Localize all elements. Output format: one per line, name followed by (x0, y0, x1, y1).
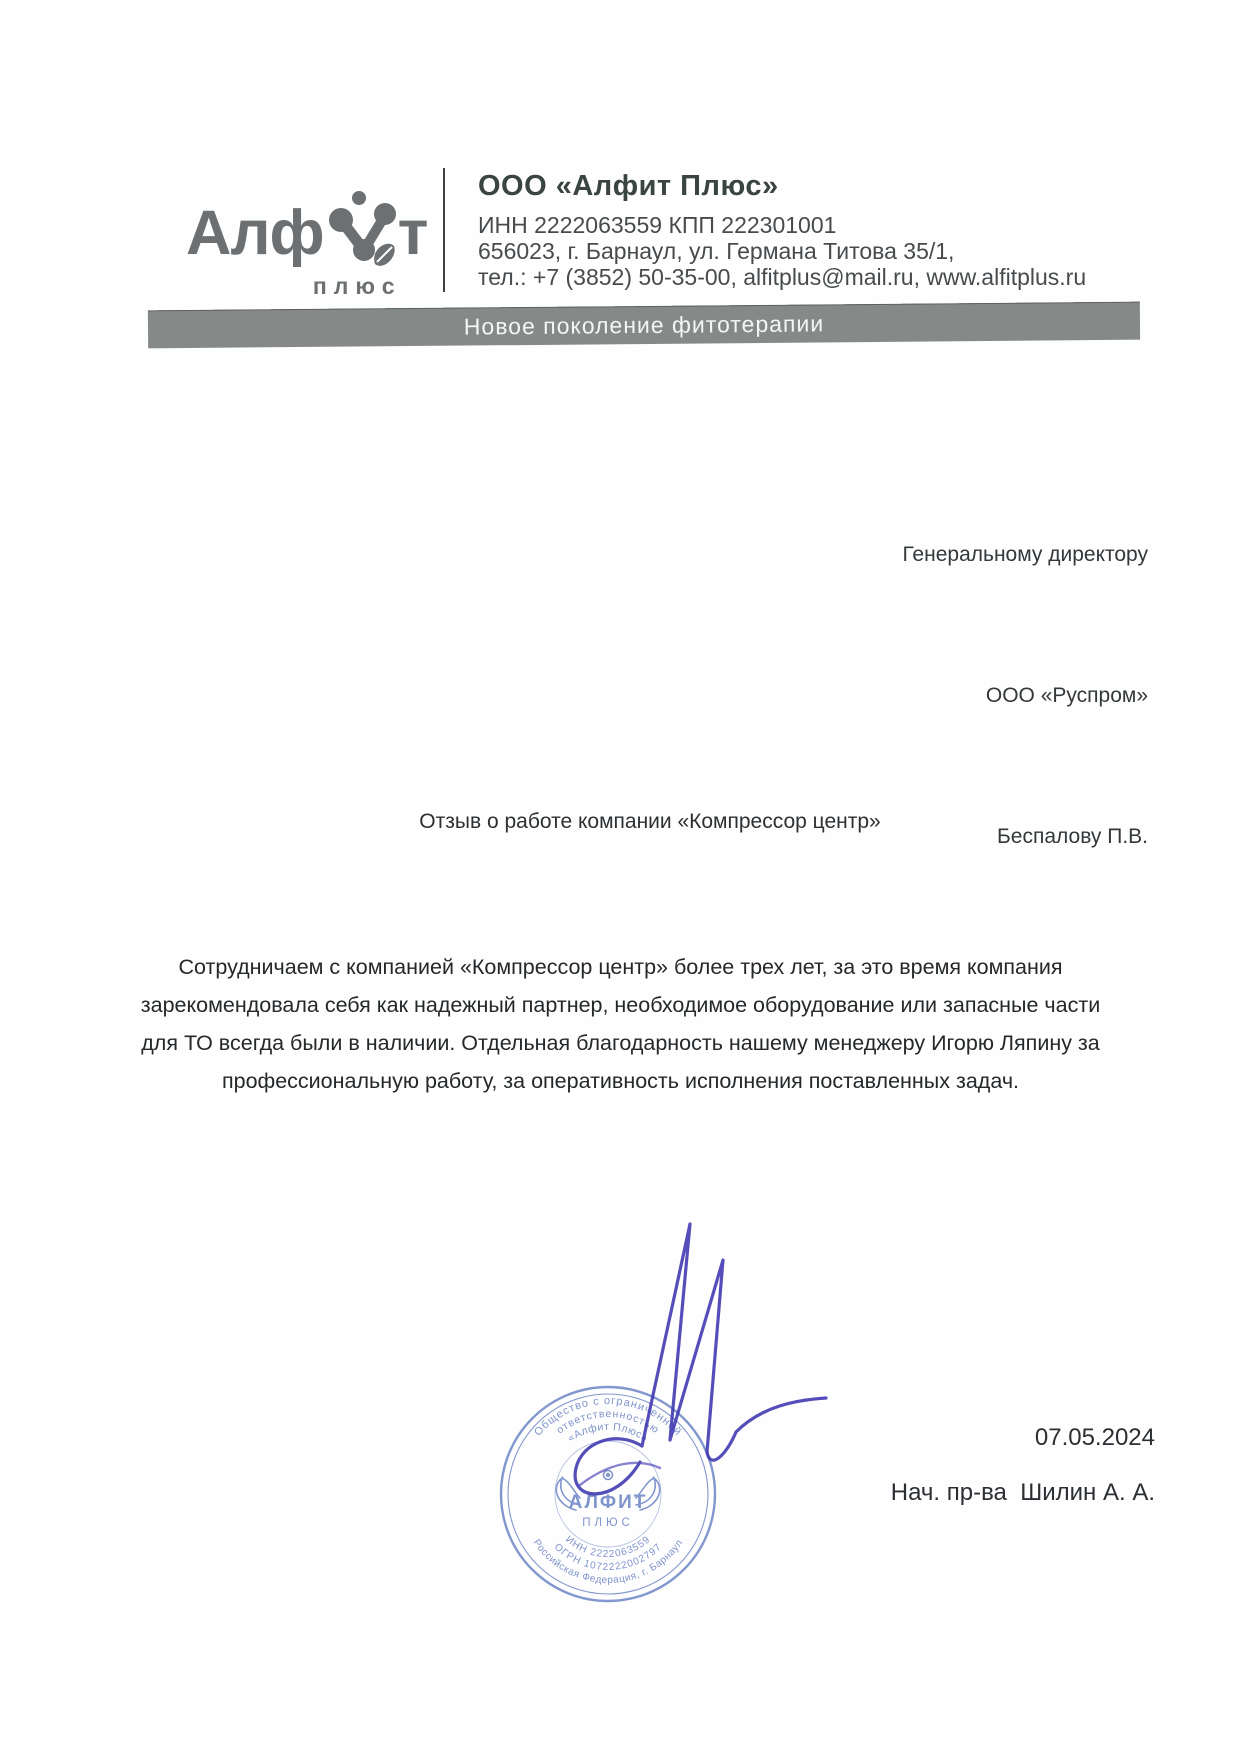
company-address-line: 656023, г. Барнаул, ул. Германа Титова 35/1, (478, 238, 955, 264)
logo-text-main: Алф (186, 197, 324, 268)
company-inn-line: ИНН 2222063559 КПП 222301001 (478, 212, 837, 238)
signoff-block (891, 1424, 1155, 1507)
stamp-center-name: АЛФИТ (568, 1492, 648, 1513)
signatory: Нач. пр-ва Шилин А. А. (890, 1479, 1155, 1506)
slogan-text: Новое поколение фитотерапии (463, 309, 825, 340)
stamp-arc-top-outer: Общество с ограниченной (532, 1394, 685, 1439)
document-body (128, 948, 1113, 1100)
company-info-block (478, 170, 1086, 290)
document-date: 07.05.2024 (1034, 1424, 1155, 1451)
stamp-arc-top-inner: «Алфит Плюс» (565, 1420, 651, 1445)
stamp-center-sub: ПЛЮС (582, 1517, 634, 1529)
recipient-block (902, 437, 1148, 954)
company-logo (186, 193, 428, 300)
recipient-position: Генеральному директору (902, 543, 1148, 566)
slogan-banner (148, 302, 1140, 349)
header-divider (443, 168, 445, 292)
stamp-arc-bottom-inner: ИНН 2222063559 (563, 1534, 653, 1561)
stamp-arc-bottom-mid: ОГРН 1072222002797 (551, 1541, 665, 1574)
stamp-arc-top-mid: ответственностью (554, 1407, 662, 1437)
company-name: ООО «Алфит Плюс» (478, 170, 779, 202)
signature (520, 1200, 860, 1520)
recipient-company: ООО «Руспром» (985, 684, 1148, 707)
svg-text:Российская Федерация, г. Барна (531, 1538, 686, 1586)
body-line: профессиональную работу, за оперативность исполнения поставленных задач. (221, 1069, 1020, 1093)
body-line: зарекомендовала себя как надежный партнер, необходимое оборудование или запасные части (140, 993, 1101, 1017)
recipient-person: Беспалову П.В. (997, 825, 1148, 848)
body-line: для ТО всегда были в наличии. Отдельная благодарность нашему менеджеру Игорю Ляпину за (141, 1031, 1100, 1055)
stamp-arc-bottom-outer: Российская Федерация, г. Барнаул (530, 1537, 686, 1587)
molecule-icon (328, 189, 396, 271)
document-title: Отзыв о работе компании «Компрессор центр» (419, 810, 881, 833)
logo-text-tail: т (397, 197, 428, 268)
company-contacts-line: тел.: +7 (3852) 50-35-00, alfitplus@mail.ru, www.alfitplus.ru (478, 264, 1087, 290)
logo-wordmark (186, 193, 428, 273)
body-line: Сотрудничаем с компанией «Компрессор центр» более трех лет, за это время компания (178, 955, 1063, 979)
logo-subtitle: плюс (312, 273, 402, 299)
